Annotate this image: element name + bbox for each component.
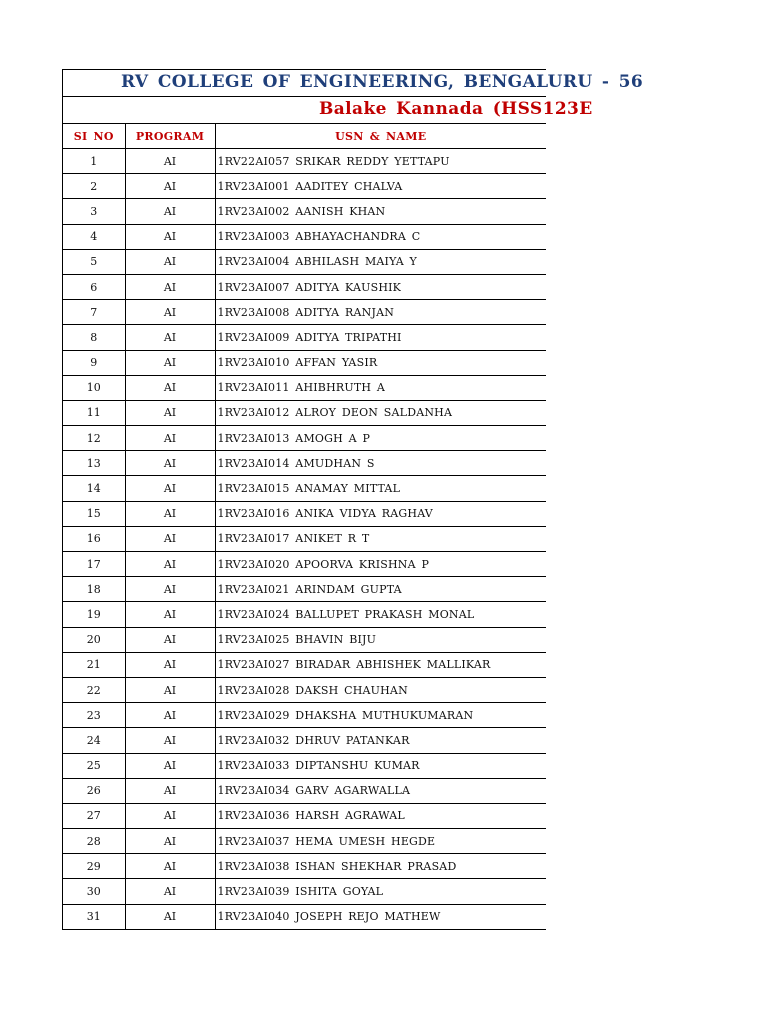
- table-row: [63, 501, 546, 526]
- cell-sl-no: 9: [63, 350, 125, 375]
- header-usn-name: USN & NAME: [215, 124, 546, 149]
- cell-sl-no: 5: [63, 249, 125, 274]
- cell-usn-name: 1RV23AI015 ANAMAY MITTAL: [215, 476, 546, 501]
- table-row: [63, 627, 546, 652]
- table-row: [63, 879, 546, 904]
- cell-usn-name: 1RV23AI038 ISHAN SHEKHAR PRASAD: [215, 854, 546, 879]
- table-row: [63, 904, 546, 929]
- cell-sl-no: 6: [63, 274, 125, 299]
- cell-usn-name: 1RV23AI017 ANIKET R T: [215, 526, 546, 551]
- cell-usn-name: 1RV23AI003 ABHAYACHANDRA C: [215, 224, 546, 249]
- cell-usn-name: 1RV23AI032 DHRUV PATANKAR: [215, 728, 546, 753]
- table-row: [63, 803, 546, 828]
- table-row: [63, 652, 546, 677]
- cell-program: AI: [125, 728, 215, 753]
- cell-sl-no: 21: [63, 652, 125, 677]
- table-row: [63, 526, 546, 551]
- cell-usn-name: 1RV23AI013 AMOGH A P: [215, 426, 546, 451]
- cell-program: AI: [125, 400, 215, 425]
- table-row: [63, 149, 546, 174]
- cell-sl-no: 15: [63, 501, 125, 526]
- cell-usn-name: 1RV23AI025 BHAVIN BIJU: [215, 627, 546, 652]
- cell-sl-no: 2: [63, 174, 125, 199]
- cell-sl-no: 1: [63, 149, 125, 174]
- cell-sl-no: 26: [63, 778, 125, 803]
- cell-sl-no: 3: [63, 199, 125, 224]
- cell-program: AI: [125, 552, 215, 577]
- table-header-row: [63, 124, 546, 149]
- cell-sl-no: 14: [63, 476, 125, 501]
- cell-program: AI: [125, 526, 215, 551]
- cell-usn-name: 1RV23AI024 BALLUPET PRAKASH MONAL: [215, 602, 546, 627]
- cell-usn-name: 1RV23AI020 APOORVA KRISHNA P: [215, 552, 546, 577]
- cell-program: AI: [125, 174, 215, 199]
- table-row: [63, 300, 546, 325]
- header-sl-no: SI NO: [63, 124, 125, 149]
- table-row: [63, 426, 546, 451]
- college-title: RV COLLEGE OF ENGINEERING, BENGALURU - 56: [121, 72, 644, 92]
- cell-usn-name: 1RV23AI028 DAKSH CHAUHAN: [215, 677, 546, 702]
- table-row: [63, 350, 546, 375]
- table-row: [63, 577, 546, 602]
- cell-sl-no: 16: [63, 526, 125, 551]
- cell-sl-no: 11: [63, 400, 125, 425]
- table-row: [63, 224, 546, 249]
- cell-program: AI: [125, 577, 215, 602]
- cell-usn-name: 1RV23AI021 ARINDAM GUPTA: [215, 577, 546, 602]
- cell-usn-name: 1RV23AI029 DHAKSHA MUTHUKUMARAN: [215, 703, 546, 728]
- cell-sl-no: 27: [63, 803, 125, 828]
- cell-sl-no: 17: [63, 552, 125, 577]
- table-row: [63, 249, 546, 274]
- cell-program: AI: [125, 249, 215, 274]
- cell-usn-name: 1RV23AI001 AADITEY CHALVA: [215, 174, 546, 199]
- title-row: [63, 70, 644, 97]
- cell-usn-name: 1RV23AI007 ADITYA KAUSHIK: [215, 274, 546, 299]
- student-table: [63, 124, 546, 929]
- table-row: [63, 703, 546, 728]
- cell-sl-no: 12: [63, 426, 125, 451]
- table-row: [63, 829, 546, 854]
- cell-usn-name: 1RV23AI027 BIRADAR ABHISHEK MALLIKAR: [215, 652, 546, 677]
- cell-sl-no: 18: [63, 577, 125, 602]
- cell-usn-name: 1RV23AI040 JOSEPH REJO MATHEW: [217, 910, 441, 924]
- cell-sl-no: 10: [63, 375, 125, 400]
- cell-sl-no: 25: [63, 753, 125, 778]
- table-row: [63, 476, 546, 501]
- table-row: [63, 451, 546, 476]
- cell-sl-no: 23: [63, 703, 125, 728]
- cell-usn-name: 1RV23AI010 AFFAN YASIR: [215, 350, 546, 375]
- cell-program: AI: [125, 703, 215, 728]
- cell-program: AI: [125, 149, 215, 174]
- cell-program: AI: [125, 300, 215, 325]
- cell-usn-name: 1RV23AI009 ADITYA TRIPATHI: [215, 325, 546, 350]
- subtitle-row: [63, 97, 593, 124]
- cell-sl-no: 31: [63, 904, 125, 929]
- cell-sl-no: 13: [63, 451, 125, 476]
- table-row: [63, 677, 546, 702]
- cell-sl-no: 28: [63, 829, 125, 854]
- cell-program: AI: [125, 375, 215, 400]
- table-row: [63, 274, 546, 299]
- table-row: [63, 174, 546, 199]
- cell-usn-name: 1RV23AI036 HARSH AGRAWAL: [215, 803, 546, 828]
- student-list-sheet: [62, 69, 644, 930]
- cell-program: AI: [125, 879, 215, 904]
- cell-usn-name: 1RV23AI004 ABHILASH MAIYA Y: [215, 249, 546, 274]
- table-row: [63, 753, 546, 778]
- cell-program: AI: [125, 350, 215, 375]
- cell-usn-name: 1RV23AI039 ISHITA GOYAL: [215, 879, 546, 904]
- cell-usn-name: 1RV23AI033 DIPTANSHU KUMAR: [215, 753, 546, 778]
- header-program: PROGRAM: [125, 124, 215, 149]
- course-title: Balake Kannada (HSS123E: [319, 99, 593, 119]
- cell-sl-no: 8: [63, 325, 125, 350]
- table-row: [63, 854, 546, 879]
- cell-program: AI: [125, 652, 215, 677]
- cell-sl-no: 7: [63, 300, 125, 325]
- cell-program: AI: [125, 199, 215, 224]
- table-row: [63, 602, 546, 627]
- table-row: [63, 400, 546, 425]
- cell-program: AI: [125, 426, 215, 451]
- cell-program: AI: [125, 451, 215, 476]
- table-row: [63, 325, 546, 350]
- cell-usn-name: 1RV22AI057 SRIKAR REDDY YETTAPU: [215, 149, 546, 174]
- cell-usn-name: 1RV23AI012 ALROY DEON SALDANHA: [215, 400, 546, 425]
- cell-usn-name: 1RV23AI011 AHIBHRUTH A: [215, 375, 546, 400]
- cell-program: AI: [125, 778, 215, 803]
- cell-usn-name: 1RV23AI034 GARV AGARWALLA: [215, 778, 546, 803]
- cell-sl-no: 22: [63, 677, 125, 702]
- cell-program: AI: [125, 677, 215, 702]
- cell-usn-name: 1RV23AI014 AMUDHAN S: [215, 451, 546, 476]
- cell-program: AI: [125, 501, 215, 526]
- cell-sl-no: 29: [63, 854, 125, 879]
- cell-sl-no: 4: [63, 224, 125, 249]
- cell-program: AI: [125, 274, 215, 299]
- cell-usn-name: 1RV23AI008 ADITYA RANJAN: [215, 300, 546, 325]
- table-row: [63, 375, 546, 400]
- cell-program: AI: [125, 803, 215, 828]
- cell-program: AI: [125, 224, 215, 249]
- cell-usn-name: 1RV23AI037 HEMA UMESH HEGDE: [215, 829, 546, 854]
- table-row: [63, 728, 546, 753]
- cell-program: AI: [125, 627, 215, 652]
- cell-program: AI: [125, 476, 215, 501]
- cell-sl-no: 30: [63, 879, 125, 904]
- cell-program: AI: [125, 829, 215, 854]
- cell-sl-no: 20: [63, 627, 125, 652]
- cell-program: AI: [125, 753, 215, 778]
- cell-usn-name: 1RV23AI002 AANISH KHAN: [215, 199, 546, 224]
- cell-sl-no: 19: [63, 602, 125, 627]
- cell-sl-no: 24: [63, 728, 125, 753]
- table-row: [63, 778, 546, 803]
- cell-program: AI: [125, 325, 215, 350]
- cell-usn-name: 1RV23AI016 ANIKA VIDYA RAGHAV: [215, 501, 546, 526]
- cell-program: AI: [125, 602, 215, 627]
- table-row: [63, 552, 546, 577]
- cell-program: AI: [125, 904, 215, 929]
- cell-program: AI: [125, 854, 215, 879]
- table-row: [63, 199, 546, 224]
